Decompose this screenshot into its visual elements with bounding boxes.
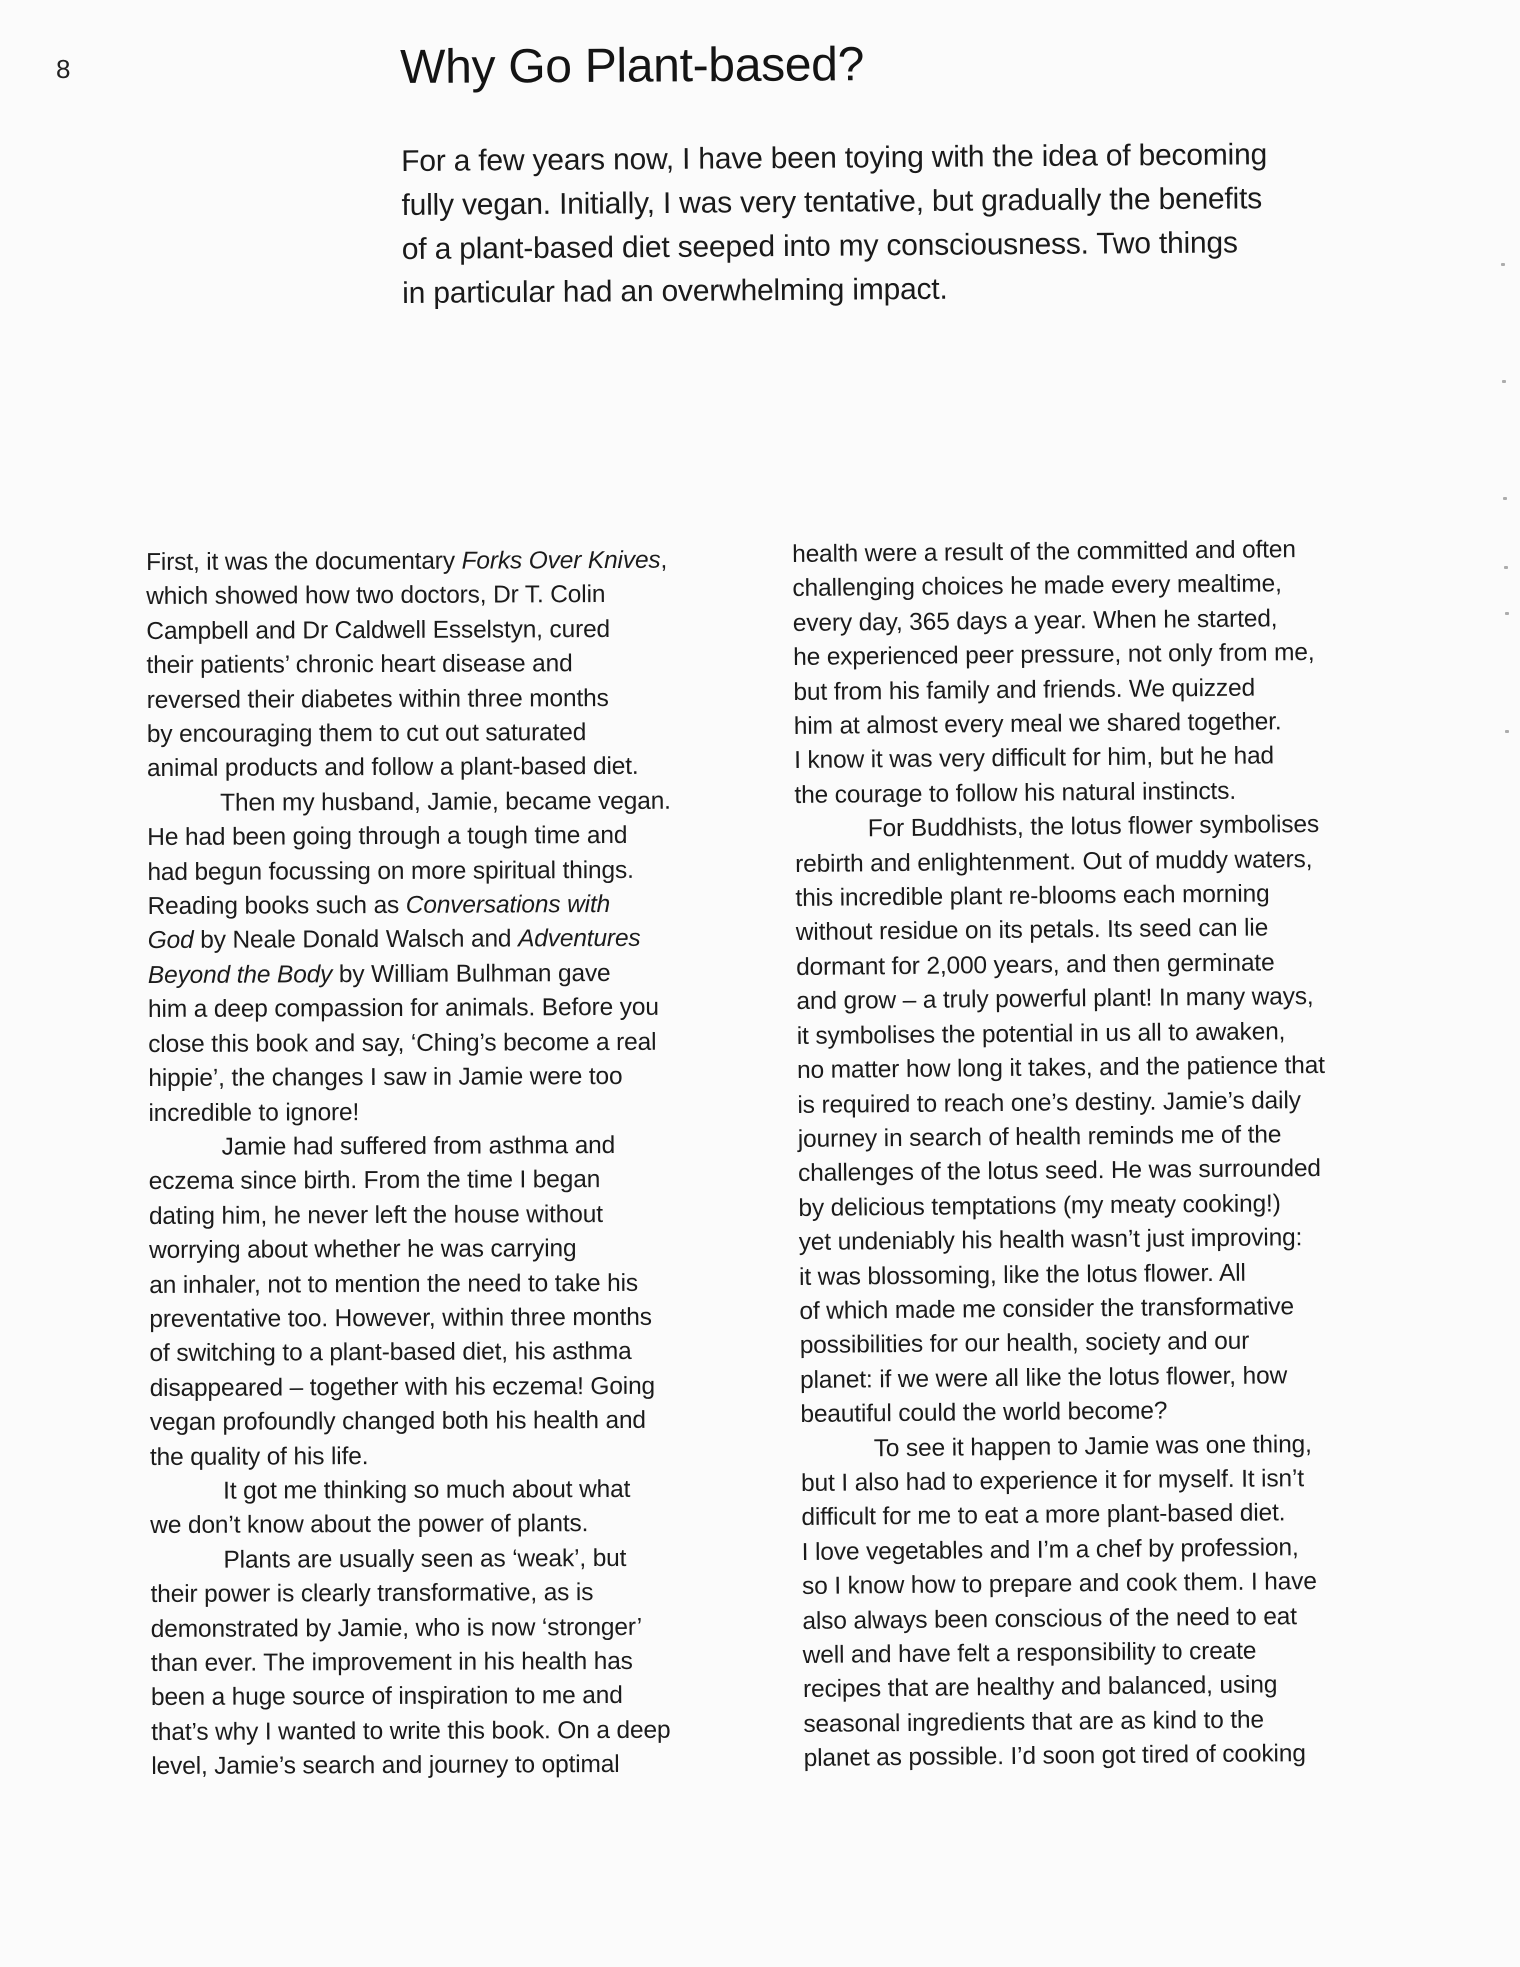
text-line: possibilities for our health, society and our bbox=[799, 1327, 1250, 1360]
paragraph-start-line: Jamie had suffered from asthma and bbox=[221, 1131, 616, 1161]
text-line: is required to reach one’s destiny. Jamie’s daily bbox=[797, 1086, 1301, 1119]
text-line: journey in search of health reminds me of the bbox=[797, 1121, 1282, 1153]
text-line: and grow – a truly powerful plant! In many ways, bbox=[796, 983, 1314, 1016]
text-line: preventative too. However, within three months bbox=[149, 1303, 652, 1333]
text-line: their power is clearly transformative, as is bbox=[150, 1579, 594, 1609]
text-line: hippie’, the changes I saw in Jamie were too bbox=[148, 1063, 623, 1093]
text-line: dormant for 2,000 years, and then germinate bbox=[795, 949, 1275, 981]
paragraph-start-line: Plants are usually seen as ‘weak’, but bbox=[223, 1544, 627, 1574]
text-line: we don’t know about the power of plants. bbox=[150, 1510, 589, 1540]
text-line: Campbell and Dr Caldwell Esselstyn, cured bbox=[146, 615, 611, 645]
text-line: recipes that are healthy and balanced, using bbox=[802, 1671, 1278, 1704]
text-line: rebirth and enlightenment. Out of muddy waters, bbox=[795, 845, 1313, 878]
text-line: disappeared – together with his eczema! Going bbox=[149, 1372, 656, 1402]
text-line bbox=[148, 887, 748, 924]
intro-line: in particular had an overwhelming impact. bbox=[402, 272, 948, 310]
paragraph-start-line: For Buddhists, the lotus flower symbolises bbox=[867, 811, 1320, 843]
text-line: than ever. The improvement in his health has bbox=[150, 1647, 633, 1677]
text-line: been a huge source of inspiration to me and bbox=[150, 1682, 623, 1712]
text-segment: , bbox=[660, 546, 668, 574]
book-title: Conversations with bbox=[405, 891, 611, 919]
text-line: no matter how long it takes, and the patience that bbox=[796, 1052, 1325, 1085]
text-line: so I know how to prepare and cook them. I have bbox=[801, 1568, 1317, 1601]
text-line: him at almost every meal we shared together. bbox=[793, 708, 1282, 741]
page-title: Why Go Plant-based? bbox=[399, 38, 865, 94]
paragraph-start-line: To see it happen to Jamie was one thing, bbox=[873, 1430, 1312, 1462]
text-line: the courage to follow his natural instincts. bbox=[794, 777, 1237, 809]
scan-mark bbox=[1503, 497, 1507, 500]
text-line: planet as possible. I’d soon got tired of cooking bbox=[803, 1740, 1306, 1773]
intro-line: of a plant-based diet seeped into my consciousness. Two things bbox=[401, 226, 1238, 266]
text-line: which showed how two doctors, Dr T. Colin bbox=[146, 581, 606, 611]
text-line: challenging choices he made every mealtime, bbox=[792, 570, 1282, 603]
text-line: challenges of the lotus seed. He was surrounded bbox=[797, 1155, 1321, 1188]
text-line: their patients’ chronic heart disease and bbox=[146, 650, 573, 680]
text-line: difficult for me to eat a more plant-based diet. bbox=[801, 1499, 1286, 1532]
paragraph-start-line: Then my husband, Jamie, became vegan. bbox=[220, 787, 671, 817]
body-column-left bbox=[146, 543, 751, 1784]
text-segment: First, it was the documentary bbox=[146, 547, 462, 576]
text-line: by delicious temptations (my meaty cooking!) bbox=[798, 1190, 1281, 1222]
text-line: I love vegetables and I’m a chef by profession, bbox=[801, 1533, 1299, 1566]
scan-mark bbox=[1505, 612, 1509, 615]
text-line bbox=[148, 956, 748, 993]
scan-mark bbox=[1504, 566, 1508, 569]
text-segment: by Neale Donald Walsch and bbox=[193, 925, 519, 955]
intro-line: fully vegan. Initially, I was very tentative, but gradually the benefits bbox=[401, 182, 1263, 222]
text-line: him a deep compassion for animals. Before you bbox=[147, 994, 659, 1024]
text-line: close this book and say, ‘Ching’s become a real bbox=[148, 1028, 657, 1058]
text-line: of switching to a plant-based diet, his asthma bbox=[149, 1338, 632, 1368]
text-line: but I also had to experience it for myself. It isn’t bbox=[800, 1465, 1305, 1497]
text-line: this incredible plant re-blooms each morning bbox=[795, 880, 1270, 913]
text-line: He had been going through a tough time and bbox=[147, 822, 628, 852]
text-line: the quality of his life. bbox=[149, 1442, 369, 1471]
text-line bbox=[146, 543, 746, 580]
text-line: had begun focussing on more spiritual things. bbox=[147, 856, 634, 886]
book-title: Forks Over Knives bbox=[461, 546, 661, 575]
text-line: an inhaler, not to mention the need to take his bbox=[149, 1269, 639, 1299]
text-line: every day, 365 days a year. When he started, bbox=[792, 605, 1278, 637]
text-line: health were a result of the committed and often bbox=[792, 536, 1296, 568]
text-segment: Reading books such as bbox=[147, 891, 406, 921]
text-line: beautiful could the world become? bbox=[800, 1397, 1168, 1429]
book-title: God bbox=[147, 927, 194, 955]
book-title: Adventures bbox=[517, 925, 641, 953]
text-line: by encouraging them to cut out saturated bbox=[146, 719, 587, 749]
intro-paragraph bbox=[401, 132, 1392, 316]
paragraph-start-line: It got me thinking so much about what bbox=[223, 1475, 631, 1505]
text-line: I know it was very difficult for him, but he had bbox=[794, 742, 1275, 775]
text-line: yet undeniably his health wasn’t just improving: bbox=[798, 1224, 1303, 1257]
book-title: Beyond the Body bbox=[147, 961, 333, 989]
text-line: level, Jamie’s search and journey to optimal bbox=[151, 1751, 620, 1781]
text-line: eczema since birth. From the time I began bbox=[148, 1166, 601, 1196]
text-line: but from his family and friends. We quizzed bbox=[793, 674, 1256, 706]
text-line: it was blossoming, like the lotus flower. All bbox=[798, 1259, 1246, 1291]
intro-line: For a few years now, I have been toying with the idea of becoming bbox=[401, 138, 1268, 178]
text-line: also always been conscious of the need to eat bbox=[802, 1602, 1297, 1635]
text-line: without residue on its petals. Its seed can lie bbox=[795, 914, 1269, 947]
text-line: demonstrated by Jamie, who is now ‘stronger’ bbox=[150, 1613, 643, 1643]
text-line: incredible to ignore! bbox=[148, 1098, 360, 1127]
text-line: that’s why I wanted to write this book. On a deep bbox=[151, 1716, 671, 1746]
text-line: planet: if we were all like the lotus flower, how bbox=[799, 1362, 1288, 1394]
text-line: of which made me consider the transformative bbox=[799, 1293, 1295, 1325]
text-line: he experienced peer pressure, not only from me, bbox=[793, 639, 1315, 672]
text-line: worrying about whether he was carrying bbox=[149, 1235, 577, 1265]
text-line: seasonal ingredients that are as kind to the bbox=[803, 1706, 1265, 1738]
text-line: vegan profoundly changed both his health and bbox=[149, 1406, 646, 1437]
text-line: reversed their diabetes within three months bbox=[146, 684, 609, 714]
text-line: animal products and follow a plant-based diet. bbox=[146, 753, 639, 783]
text-line: dating him, he never left the house without bbox=[148, 1200, 603, 1230]
body-column-right bbox=[792, 532, 1404, 1776]
scan-mark bbox=[1505, 730, 1509, 733]
text-line: it symbolises the potential in us all to awaken, bbox=[796, 1017, 1286, 1050]
text-line bbox=[148, 922, 748, 959]
scan-mark bbox=[1501, 263, 1505, 266]
text-line: well and have felt a responsibility to create bbox=[802, 1637, 1257, 1669]
scan-mark bbox=[1502, 380, 1506, 383]
text-segment: by William Bulhman gave bbox=[332, 959, 611, 989]
page-number: 8 bbox=[56, 54, 71, 84]
